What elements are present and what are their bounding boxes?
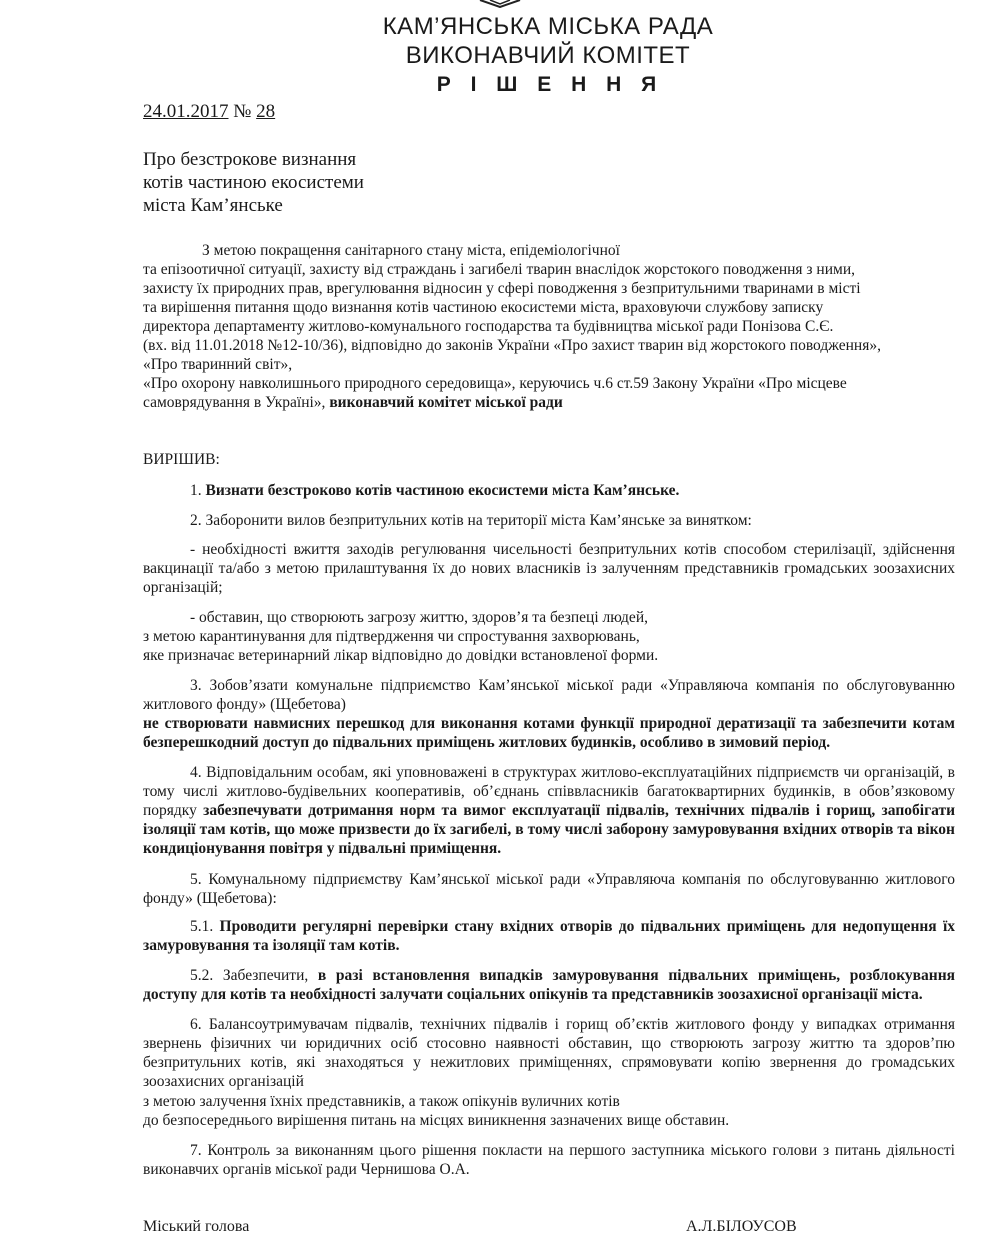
number-sign: № [233,101,252,122]
item-5-1 [143,917,955,955]
item-2b [143,608,955,665]
document-type: Р І Ш Е Н Н Я [436,73,664,96]
decided-heading: ВИРІШИВ: [143,451,220,468]
preamble-line: (вх. від 11.01.2018 №12-10/36), відповідно до законів України «Про захист тварин від жорстокого поводження», [143,337,881,354]
item-bold: Проводити регулярні перевірки стану вхідних отворів до підвальних приміщень для недопущення їх замуровування та ізоляції там котів. [143,918,956,954]
council-name: КАМ’ЯНСЬКА МІСЬКА РАДА [382,13,714,40]
item-6-tail [143,1092,955,1130]
item-text: 4. Відповідальним особам, які уповноважені в структурах житлово-експлуатаційних підприємств чи організацій, в тому числі житлово-будівельних кооперативів, об’єднань співвласників багатоквартирних будинків, в обов’язковому порядку [143,764,955,819]
item-6: 6. Балансоутримувачам підвалів, технічних підвалів і горищ об’єктів житлового фонду у випадках отримання звернень фізичних чи юридичних осіб стосовно наявності обставин, що створюють загрозу життю та здоров’пю безпритульних котів, які знаходяться у нежитлових приміщеннях, спрямовувати копію звернення до громадських зоозахисних організацій [143,1016,955,1090]
item-number: 5.1. [190,918,214,935]
item-2b-line: - обставин, що створюють загрозу життю, здоров’я та безпеці людей, [190,609,648,626]
preamble-line: З метою покращення санітарного стану міста, епідеміологічної [202,242,620,259]
item-4 [143,763,955,858]
item-bold: забезпечувати дотримання норм та вимог експлуатації підвалів, технічних підвалів і горищ, запобігати ізоляції там котів, що може призвести до їх загибелі, в тому числі заборону замуровування вхідних отворів та вікон кондиціонування повітря у підвальні приміщення. [143,802,955,857]
item-3-bold [143,714,955,752]
item-3: 3. Зобов’язати комунальне підприємство Кам’янської міської ради «Управляюча компанія по обслуговуванню житлового фонду» (Щебетова) [143,677,955,713]
preamble-line: «Про охорону навколишнього природного середовища», керуючись ч.6 ст.59 Закону України «Про місцеве [143,375,847,392]
preamble-line: захисту їх природних прав, врегулювання відносин у сфері поводження з безпритульними тваринами в місті [143,280,861,297]
item-1 [190,481,960,500]
preamble-bold: виконавчий комітет міської ради [329,394,563,411]
title-line-1: Про безстрокове визнання [143,149,357,170]
document-number: 28 [256,101,276,122]
title-line-3: міста Кам’янське [143,195,283,216]
item-7: 7. Контроль за виконанням цього рішення покласти на першого заступника міського голови з питань діяльності виконавчих органів міської ради Чернишова О.А. [143,1142,955,1178]
item-number: 1. [190,482,202,499]
signature-position: Міський голова [143,1218,250,1235]
committee-name: ВИКОНАВЧИЙ КОМІТЕТ [405,42,691,69]
preamble-text: самоврядування в Україні», [143,394,326,411]
item-5-2 [143,966,955,1004]
item-2: 2. Заборонити вилов безпритульних котів на території міста Кам’янське за винятком: [190,512,752,529]
preamble-line: директора департаменту житлово-комунального господарства та будівництва міської ради Понізова С.Є. [143,318,834,335]
document-date-number [143,101,275,123]
item-6-line: з метою залучення їхніх представників, а також опікунів вуличних котів [143,1093,620,1110]
coat-of-arms-icon [476,0,524,8]
preamble-line [143,393,955,412]
preamble [143,241,955,412]
item-bold: в разі встановлення випадків замуровування підвальних приміщень, розблокування доступу для котів та необхідності залучати соціальних опікунів та представників зоозахисної організації міста. [143,967,956,1003]
item-text: 5.2. Забезпечити, [190,967,309,984]
preamble-line: та вирішення питання щодо визнання котів частиною екосистеми міста, враховуючи службову записку [143,299,824,316]
item-bold: не створювати навмисних перешкод для виконання котами функції природної дератизації та забезпечити котам безперешкодний доступ до підвальних приміщень житлових будинків, особливо в зимовий період. [143,715,955,751]
preamble-line: «Про тваринний світ», [143,356,293,373]
item-6-line: до безпосереднього вирішення питань на місцях виникнення зазначених вище обставин. [143,1112,730,1129]
item-2b-line: з метою карантинування для підтвердження чи спростування захворювань, [143,628,640,645]
item-2b-line: яке призначає ветеринарний лікар відповідно до довідки встановленої форми. [143,647,659,664]
item-5: 5. Комунальному підприємству Кам’янської міської ради «Управляюча компанія по обслуговуванню житлового фонду» (Щебетова): [143,871,955,907]
item-bold: Визнати безстроково котів частиною екосистеми міста Кам’янське. [205,482,680,499]
signature-name: А.Л.БІЛОУСОВ [686,1218,797,1235]
document-date: 24.01.2017 [143,101,229,122]
preamble-line: та епізоотичної ситуації, захисту від страждань і загибелі тварин внаслідок жорстокого поводження з ними, [143,261,855,278]
item-2a: - необхідності вжиття заходів регулювання чисельності безпритульних котів способом стерилізації, здійснення вакцинації та/або з метою прилаштування їх до нових власників із залученням представників громадських зоозахисних організацій; [143,541,955,596]
title-line-2: котів частиною екосистеми [143,172,364,193]
